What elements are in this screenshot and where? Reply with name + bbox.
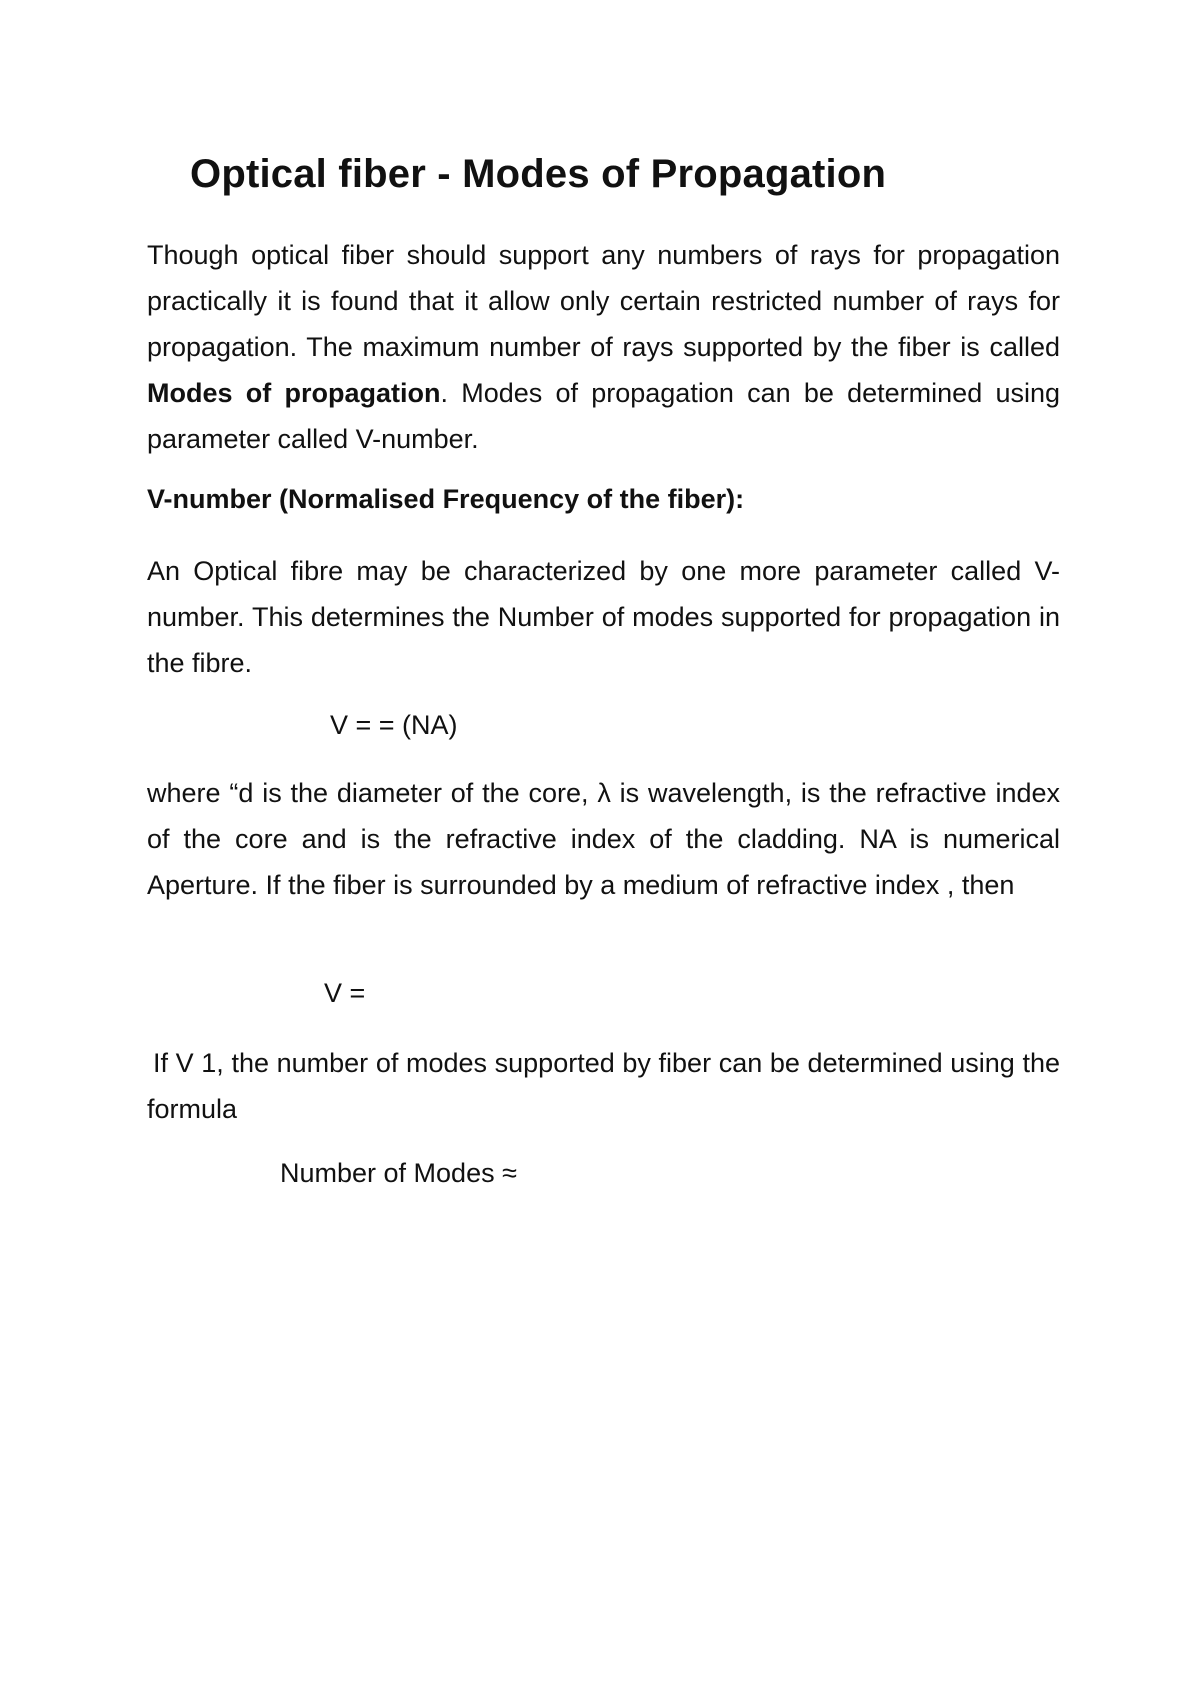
vnumber-paragraph: An Optical fibre may be characterized by one more parameter called V-number. This determines the Number of modes supported for propagation in the fibre. (147, 556, 1060, 678)
intro-paragraph (147, 232, 1060, 462)
where-paragraph: where “d is the diameter of the core, λ is wavelength, is the refractive index of the core and is the refractive index of the cladding. NA is numerical Aperture. If the fiber is surrounded by a medium of refractive index , then (147, 778, 1060, 900)
condition-paragraph: If V 1, the number of modes supported by fiber can be determined using the formula (147, 1048, 1060, 1124)
vnumber-formula: V = = (NA) (330, 710, 458, 740)
page-title: Optical fiber - Modes of Propagation (190, 152, 887, 196)
intro-text-start: Though optical fiber should support any numbers of rays for propagation practically it is found that it allow only certain restricted number of rays for propagation. The maximum number of rays supported by the fiber is called (147, 240, 1060, 362)
vnumber-medium-formula: V = (324, 978, 366, 1008)
modes-of-propagation-term: Modes of propagation (147, 378, 441, 408)
vnumber-heading: V-number (Normalised Frequency of the fiber): (147, 484, 745, 514)
number-of-modes-formula: Number of Modes ≈ (280, 1158, 517, 1188)
intro-text-end: . Modes of propagation can be determined using parameter called V-number. (147, 378, 1061, 454)
